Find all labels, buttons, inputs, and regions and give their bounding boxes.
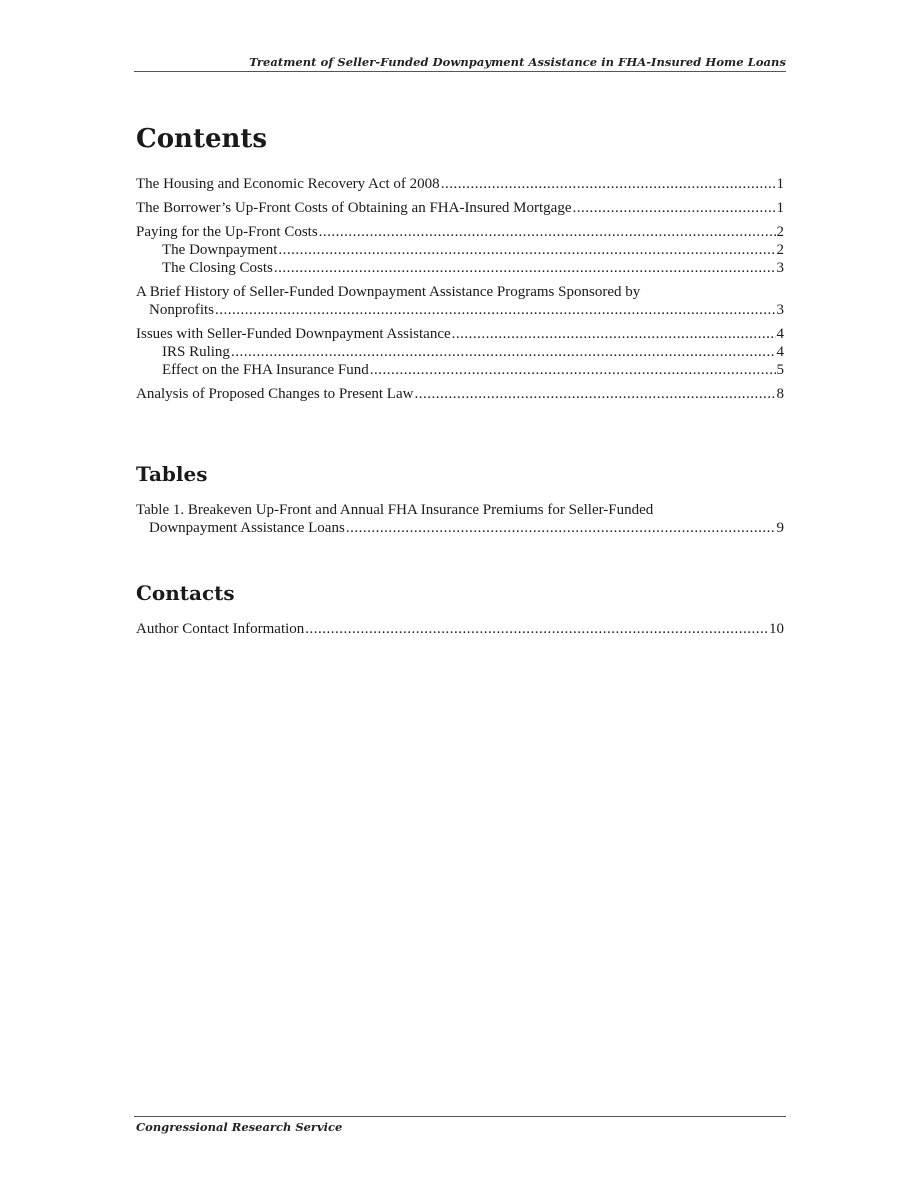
toc-page-number: 1 [776, 200, 784, 216]
dot-leader [278, 241, 775, 259]
header-rule [134, 71, 786, 72]
toc-entry-label-line2: Nonprofits [149, 302, 214, 318]
toc-page-number: 2 [776, 224, 784, 240]
toc-page-number: 4 [776, 344, 784, 360]
contents-heading: Contents [136, 124, 268, 154]
contacts-heading: Contacts [136, 581, 235, 605]
dot-leader [319, 223, 776, 241]
toc-entry-fha-fund[interactable] [136, 361, 784, 379]
toc-entry-analysis[interactable] [136, 385, 784, 403]
footer-rule [134, 1116, 786, 1117]
toc-page-number: 9 [776, 520, 784, 536]
toc-entry-issues[interactable] [136, 325, 784, 343]
toc-entry-label: The Borrower’s Up-Front Costs of Obtaining an FHA-Insured Mortgage [136, 200, 572, 216]
toc-entry-downpayment[interactable] [136, 241, 784, 259]
contents-list [136, 175, 784, 403]
toc-entry-label: The Closing Costs [162, 260, 273, 276]
toc-page-number: 5 [776, 362, 784, 378]
dot-leader [305, 620, 768, 638]
toc-entry-housing-act[interactable] [136, 175, 784, 193]
toc-entry-author-contact[interactable] [136, 620, 784, 638]
toc-entry-label: Author Contact Information [136, 621, 305, 637]
dot-leader [215, 301, 776, 319]
toc-entry-label: Effect on the FHA Insurance Fund [162, 362, 369, 378]
toc-page-number: 4 [776, 326, 784, 342]
dot-leader [274, 259, 776, 277]
toc-page-number: 3 [776, 260, 784, 276]
toc-entry-label: Issues with Seller-Funded Downpayment Assistance [136, 326, 451, 342]
toc-entry-paying-costs[interactable] [136, 223, 784, 241]
toc-page-number: 10 [769, 621, 784, 637]
toc-page-number: 8 [776, 386, 784, 402]
toc-entry-label: IRS Ruling [162, 344, 230, 360]
toc-page-number: 2 [776, 242, 784, 258]
dot-leader [231, 343, 776, 361]
tables-heading: Tables [136, 462, 208, 486]
toc-entry-upfront-costs[interactable] [136, 199, 784, 217]
toc-entry-label: The Downpayment [162, 242, 278, 258]
dot-leader [452, 325, 776, 343]
toc-entry-label: Analysis of Proposed Changes to Present Law [136, 386, 414, 402]
running-footer-source: Congressional Research Service [136, 1120, 343, 1134]
contacts-list [136, 620, 784, 638]
toc-entry-brief-history[interactable] [136, 283, 784, 319]
dot-leader [346, 519, 776, 537]
dot-leader [573, 199, 776, 217]
toc-page-number: 3 [776, 302, 784, 318]
toc-entry-irs-ruling[interactable] [136, 343, 784, 361]
toc-entry-label-line2: Downpayment Assistance Loans [149, 520, 345, 536]
tables-list [136, 501, 784, 537]
toc-entry-label: Paying for the Up-Front Costs [136, 224, 318, 240]
toc-page-number: 1 [776, 176, 784, 192]
toc-entry-table-1[interactable] [136, 501, 784, 537]
running-header-title: Treatment of Seller-Funded Downpayment Assistance in FHA-Insured Home Loans [249, 55, 786, 69]
dot-leader [370, 361, 776, 379]
toc-entry-label-line1: Table 1. Breakeven Up-Front and Annual FHA Insurance Premiums for Seller-Funded [136, 502, 654, 518]
dot-leader [441, 175, 776, 193]
toc-entry-closing-costs[interactable] [136, 259, 784, 277]
toc-entry-label-line1: A Brief History of Seller-Funded Downpayment Assistance Programs Sponsored by [136, 284, 641, 300]
toc-entry-label: The Housing and Economic Recovery Act of 2008 [136, 176, 440, 192]
dot-leader [414, 385, 775, 403]
